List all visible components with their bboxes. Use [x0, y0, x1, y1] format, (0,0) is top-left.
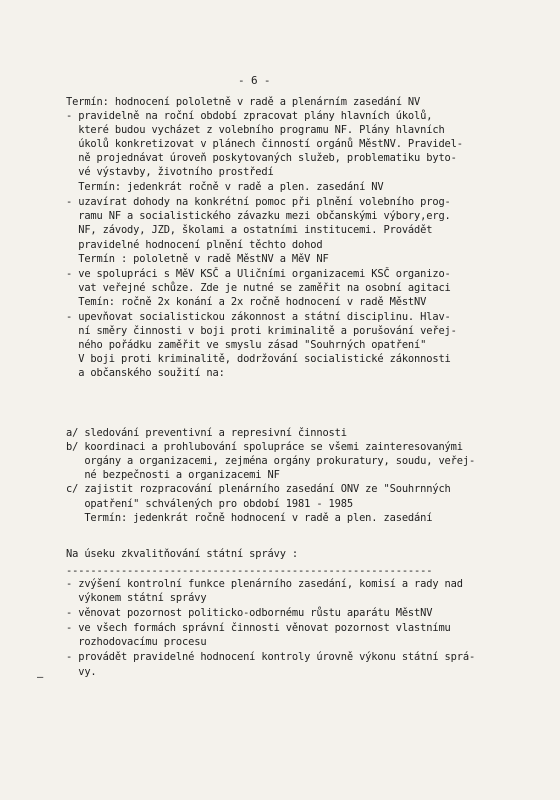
text-line: - provádět pravidelné hodnocení kontroly úrovně výkonu státní sprá- — [66, 651, 476, 663]
text-line: ného pořádku zaměřit ve smyslu zásad "Souhrných opatření" — [66, 339, 427, 351]
text-line: - pravidelně na roční období zpracovat plány hlavních úkolů, — [66, 110, 433, 122]
text-line: V boji proti kriminalitě, dodržování socialistické zákonnosti — [66, 353, 451, 365]
text-line: rozhodovacímu procesu — [66, 636, 207, 648]
text-line: které budou vycházet z volebního programu NF. Plány hlavních — [66, 124, 445, 136]
text-line: vat veřejné schůze. Zde je nutné se zaměřit na osobní agitaci — [66, 282, 451, 294]
margin-mark: — — [37, 671, 44, 683]
text-line: - zvýšení kontrolní funkce plenárního zasedání, komisí a rady nad — [66, 578, 463, 590]
text-line: Termín: jedenkrát ročně hodnocení v radě a plen. zasedání — [66, 512, 433, 524]
text-line: Temín: ročně 2x konání a 2x ročně hodnocení v radě MěstNV — [66, 296, 427, 308]
text-line: b/ koordinaci a prohlubování spolupráce se všemi zainteresovanými — [66, 441, 463, 453]
text-line: - věnovat pozornost politicko-odbornému růstu aparátu MěstNV — [66, 607, 433, 619]
text-line: vé výstavby, životního prostředí — [66, 166, 274, 178]
text-line: né bezpečnosti a organizacemi NF — [66, 469, 280, 481]
text-line: - ve spolupráci s MěV KSČ a Uličními organizacemi KSČ organizo- — [66, 268, 451, 280]
text-line: Termín: jedenkrát ročně v radě a plen. zasedání NV — [66, 181, 384, 193]
text-line: Termín: hodnocení pololetně v radě a plenárním zasedání NV — [66, 96, 421, 108]
text-line: opatření" schválených pro období 1981 - 1985 — [66, 498, 353, 510]
text-line: ramu NF a socialistického závazku mezi občanskými výbory,erg. — [66, 210, 451, 222]
text-line: - upevňovat socialistickou zákonnost a státní disciplinu. Hlav- — [66, 311, 451, 323]
text-line: vy. — [66, 666, 97, 678]
text-line: výkonem státní správy — [66, 592, 207, 604]
text-line: a/ sledování preventivní a represivní činnosti — [66, 427, 347, 439]
text-line: NF, závody, JZD, školami a ostatními institucemi. Provádět — [66, 224, 433, 236]
heading-underline: ------------------------------------------------------------ — [66, 565, 433, 577]
text-line: pravidelné hodnocení plnění těchto dohod — [66, 239, 323, 251]
text-line: c/ zajistit rozpracování plenárního zasedání ONV ze "Souhrnných — [66, 483, 451, 495]
text-line: úkolů konkretizovat v plánech činností orgánů MěstNV. Pravidel- — [66, 138, 463, 150]
page-number: - 6 - — [238, 74, 271, 87]
text-line: a občanského soužití na: — [66, 367, 225, 379]
text-line: ně projednávat úroveň poskytovaných služeb, problematiku byto- — [66, 152, 457, 164]
text-line: orgány a organizacemi, zejména orgány prokuratury, soudu, veřej- — [66, 455, 476, 467]
text-line: - uzavírat dohody na konkrétní pomoc při plnění volebního prog- — [66, 196, 451, 208]
text-line: - ve všech formách správní činnosti věnovat pozornost vlastnímu — [66, 622, 451, 634]
text-line: Termín : pololetně v radě MěstNV a MěV NF — [66, 253, 329, 265]
section-heading: Na úseku zkvalitňování státní správy : — [66, 548, 299, 560]
text-line: ní směry činnosti v boji proti kriminalitě a porušování veřej- — [66, 325, 457, 337]
